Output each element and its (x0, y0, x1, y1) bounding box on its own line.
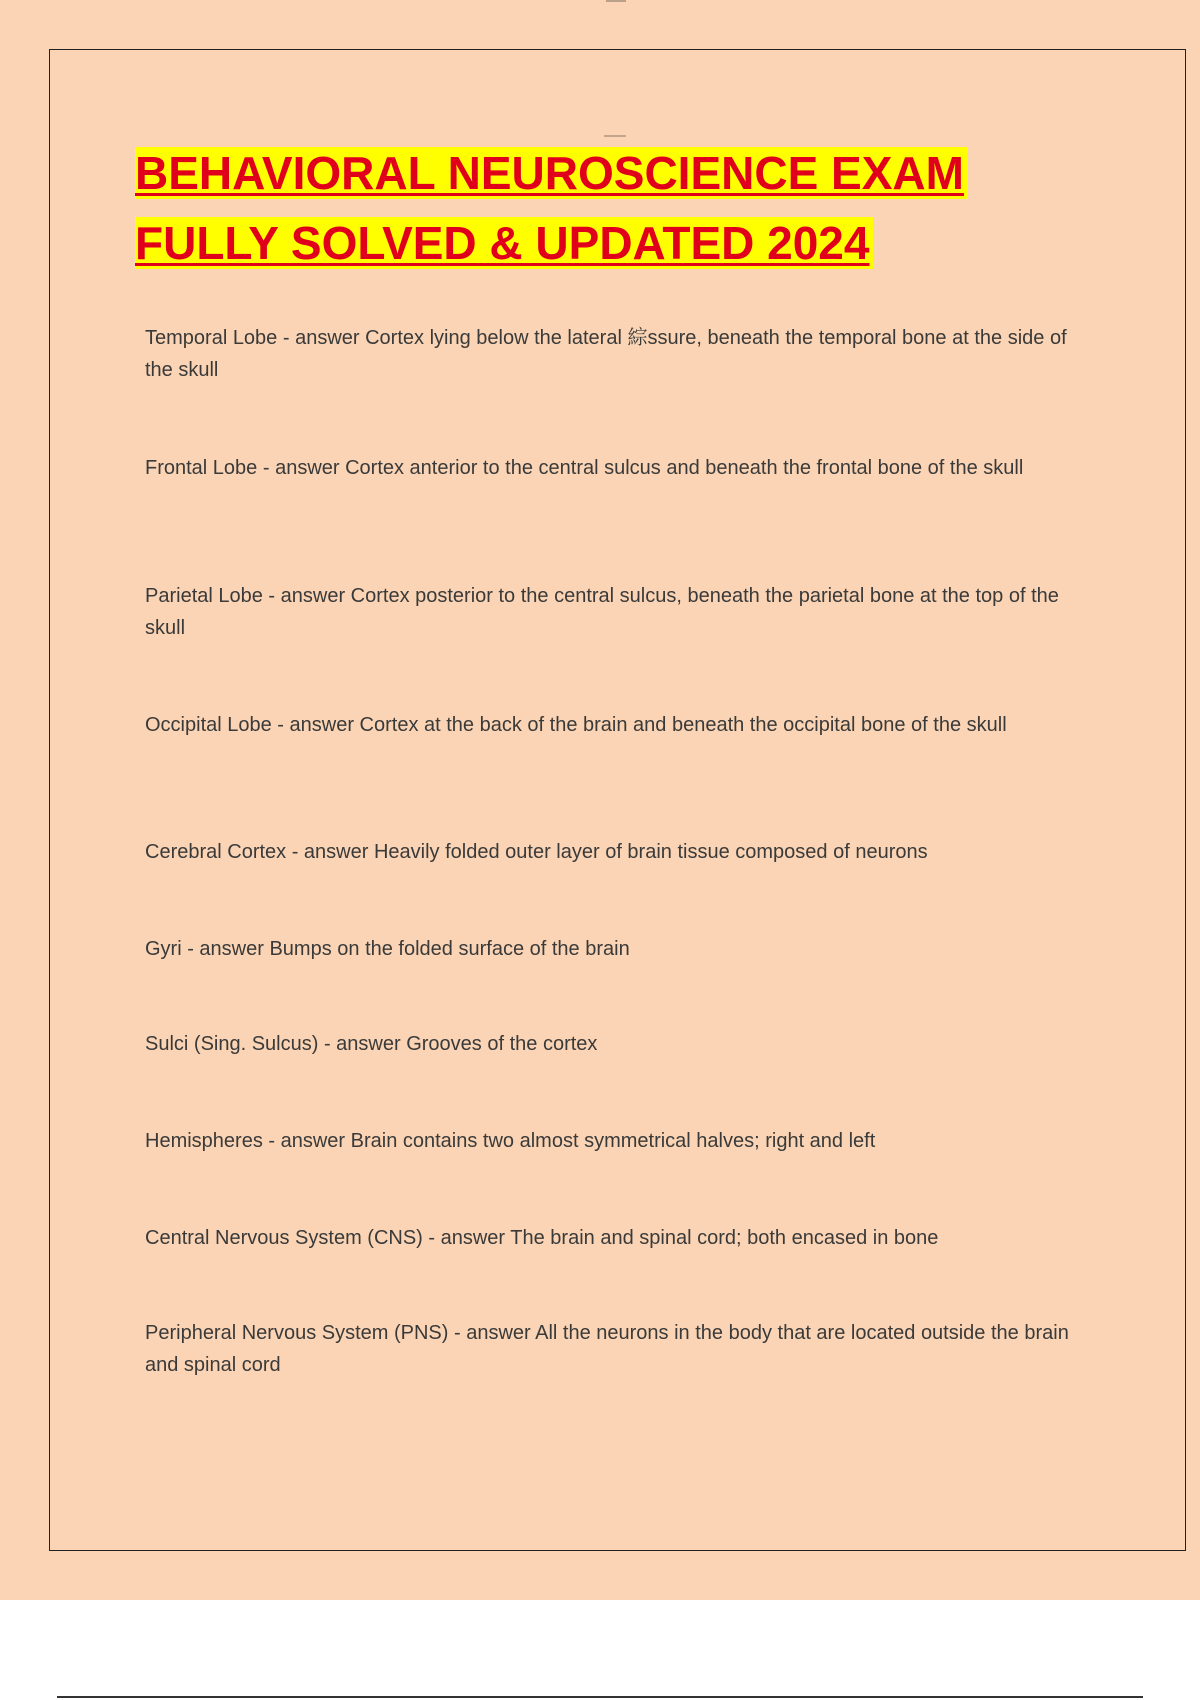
qa-entry-gyri: Gyri - answer Bumps on the folded surface of the brain (145, 938, 630, 960)
document-title (135, 138, 968, 278)
qa-entry-pns: Peripheral Nervous System (PNS) - answer All the neurons in the body that are located outside the brain and spinal cord (145, 1322, 1069, 1376)
qa-entry-occipital-lobe: Occipital Lobe - answer Cortex at the back of the brain and beneath the occipital bone of the skull (145, 714, 1007, 736)
title-line-1: BEHAVIORAL NEUROSCIENCE EXAM (135, 138, 968, 208)
qa-entry-temporal-lobe: Temporal Lobe - answer Cortex lying below the lateral 綜ssure, beneath the temporal bone at the side of the skull (145, 327, 1067, 381)
qa-entry-sulci: Sulci (Sing. Sulcus) - answer Grooves of the cortex (145, 1033, 598, 1055)
top-mark (606, 0, 626, 2)
qa-entry-parietal-lobe: Parietal Lobe - answer Cortex posterior to the central sulcus, beneath the parietal bone at the top of the skull (145, 585, 1059, 639)
bottom-rule (57, 1696, 1143, 1698)
qa-entry-cerebral-cortex: Cerebral Cortex - answer Heavily folded outer layer of brain tissue composed of neurons (145, 841, 928, 863)
title-line-2: FULLY SOLVED & UPDATED 2024 (135, 208, 968, 278)
qa-entry-hemispheres: Hemispheres - answer Brain contains two almost symmetrical halves; right and left (145, 1130, 876, 1152)
inner-mark (604, 135, 626, 137)
qa-entry-frontal-lobe: Frontal Lobe - answer Cortex anterior to the central sulcus and beneath the frontal bone of the skull (145, 457, 1024, 479)
qa-entry-cns: Central Nervous System (CNS) - answer The brain and spinal cord; both encased in bone (145, 1227, 939, 1249)
